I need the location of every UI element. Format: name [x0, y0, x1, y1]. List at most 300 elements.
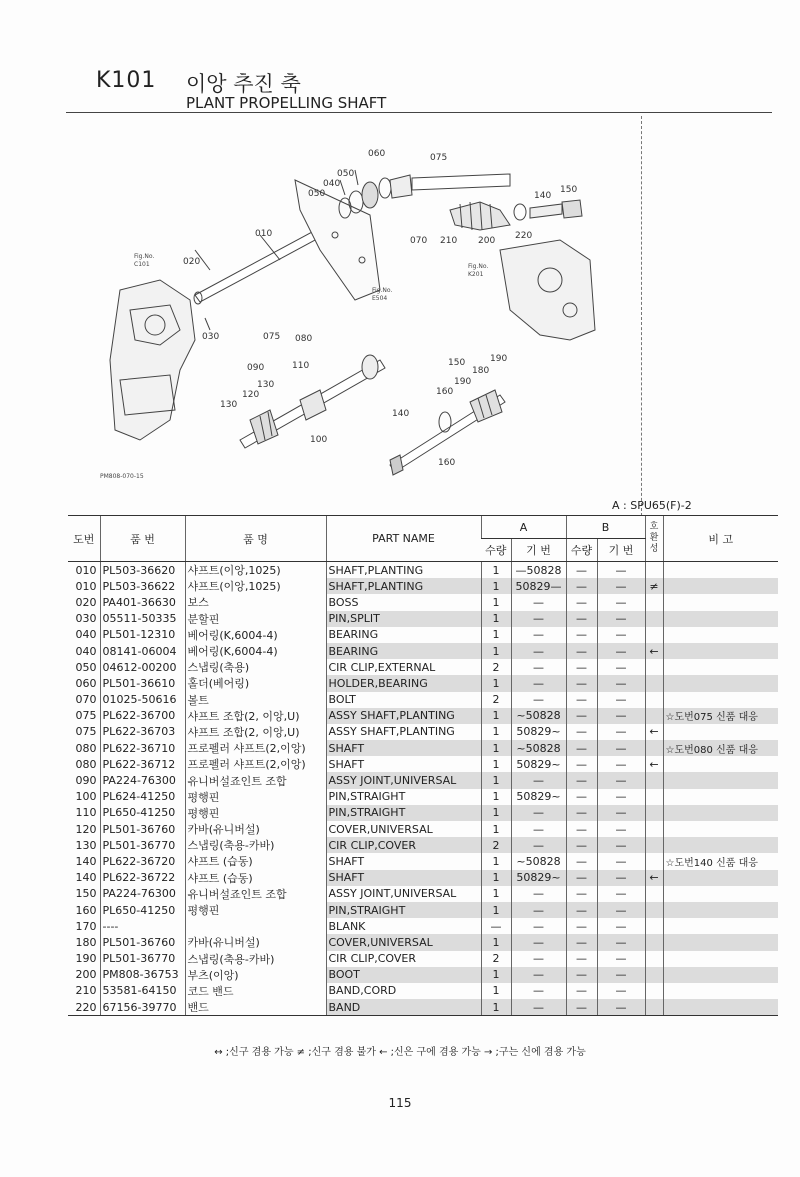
row-qty-b: — [566, 643, 597, 659]
row-no: 120 [75, 822, 97, 836]
table-row [68, 902, 778, 918]
table-row [68, 853, 778, 869]
row-qty-b: — [566, 821, 597, 837]
row-no: 180 [75, 935, 97, 949]
fig-ref-label: Fig.No. [134, 253, 155, 260]
row-compat [645, 805, 663, 821]
row-serial-a: — [511, 627, 566, 643]
col-header-compat: 호환성 [645, 516, 663, 562]
table-row [68, 611, 778, 627]
figure-label: 080 [295, 334, 313, 344]
row-qty-a: 1 [481, 708, 511, 724]
row-compat [645, 708, 663, 724]
row-serial-a: — [511, 772, 566, 788]
row-serial-b: — [597, 837, 645, 853]
row-qty-a: 1 [481, 934, 511, 950]
row-serial-a: —50828 [511, 562, 566, 579]
row-remarks [663, 562, 778, 579]
row-serial-b: — [597, 951, 645, 967]
row-part-number: 05511-50335 [100, 611, 185, 627]
row-qty-b: — [566, 918, 597, 934]
row-part-name: PIN,STRAIGHT [326, 789, 481, 805]
table-row [68, 837, 778, 853]
row-qty-b: — [566, 611, 597, 627]
figure-label: 180 [472, 366, 490, 376]
row-remarks [663, 578, 778, 594]
figure-label: 160 [438, 458, 456, 468]
row-qty-b: — [566, 837, 597, 853]
row-part-number: 01025-50616 [100, 692, 185, 708]
row-remarks [663, 870, 778, 886]
row-qty-b: — [566, 951, 597, 967]
row-qty-b: — [566, 692, 597, 708]
row-name-ko: 카바(유니버설) [185, 934, 326, 950]
row-name-ko: 샤프트(이앙,1025) [185, 578, 326, 594]
row-name-ko: 베어링(K,6004-4) [185, 627, 326, 643]
row-serial-b: — [597, 627, 645, 643]
row-part-name: BEARING [326, 627, 481, 643]
row-part-number: PL501-36770 [100, 837, 185, 853]
figure-label: 130 [220, 400, 238, 410]
row-remarks: ☆도번080 신품 대응 [663, 740, 778, 756]
col-header-remarks: 비 고 [663, 516, 778, 562]
row-no: 150 [75, 887, 97, 901]
parts-table-body [68, 562, 778, 1016]
row-qty-b: — [566, 594, 597, 610]
figure-label: 020 [183, 257, 201, 267]
table-row [68, 886, 778, 902]
row-qty-a: 1 [481, 594, 511, 610]
row-serial-a: — [511, 902, 566, 918]
row-part-name: BOSS [326, 594, 481, 610]
row-qty-a: 2 [481, 837, 511, 853]
row-no: 140 [75, 871, 97, 885]
row-serial-a: — [511, 805, 566, 821]
row-qty-a: 1 [481, 967, 511, 983]
row-serial-b: — [597, 594, 645, 610]
row-part-name: COVER,UNIVERSAL [326, 821, 481, 837]
col-header-qty-b: 수량 [566, 539, 597, 562]
row-serial-b: — [597, 886, 645, 902]
row-qty-a: 2 [481, 692, 511, 708]
row-part-number: PA401-36630 [100, 594, 185, 610]
row-compat [645, 562, 663, 579]
row-no: 100 [75, 790, 97, 804]
row-serial-a: — [511, 918, 566, 934]
row-part-name: BLANK [326, 918, 481, 934]
row-name-ko: 평행핀 [185, 805, 326, 821]
row-compat [645, 853, 663, 869]
figure-label: 050 [337, 169, 355, 179]
row-qty-b: — [566, 659, 597, 675]
table-row [68, 934, 778, 950]
row-part-number: PL503-36620 [100, 562, 185, 579]
row-serial-a: ~50828 [511, 853, 566, 869]
figure-label: 200 [478, 236, 496, 246]
row-no: 020 [75, 595, 97, 609]
row-remarks [663, 692, 778, 708]
figure-label: 210 [440, 236, 458, 246]
row-qty-b: — [566, 772, 597, 788]
figure-label: 070 [410, 236, 428, 246]
row-no: 140 [75, 854, 97, 868]
row-serial-a: — [511, 967, 566, 983]
row-part-number: PL622-36710 [100, 740, 185, 756]
table-row [68, 692, 778, 708]
row-qty-b: — [566, 708, 597, 724]
row-part-name: SHAFT,PLANTING [326, 562, 481, 579]
figure-code: PM808-070-15 [100, 473, 144, 480]
row-serial-a: 50829~ [511, 789, 566, 805]
section-title-en: PLANT PROPELLING SHAFT [186, 94, 387, 112]
row-serial-a: — [511, 934, 566, 950]
figure-label: 050 [308, 189, 326, 199]
row-qty-a: 1 [481, 983, 511, 999]
figure-label: 130 [257, 380, 275, 390]
row-name-ko: 평행핀 [185, 902, 326, 918]
row-serial-b: — [597, 562, 645, 579]
figure-label: 220 [515, 231, 533, 241]
row-no: 200 [75, 968, 97, 982]
row-part-number: 53581-64150 [100, 983, 185, 999]
row-no: 030 [75, 612, 97, 626]
figure-label: 040 [323, 179, 341, 189]
row-part-name: CIR CLIP,COVER [326, 951, 481, 967]
figure-label: 060 [368, 149, 386, 159]
row-serial-b: — [597, 853, 645, 869]
col-header-qty-a: 수량 [481, 539, 511, 562]
row-remarks [663, 611, 778, 627]
row-part-name: SHAFT [326, 740, 481, 756]
row-part-number: PL622-36722 [100, 870, 185, 886]
row-name-ko: 카바(유니버설) [185, 821, 326, 837]
row-no: 075 [75, 709, 97, 723]
col-header-group-b: B [566, 516, 645, 539]
row-part-number: PL650-41250 [100, 902, 185, 918]
row-name-ko: 프로펠러 샤프트(2,이앙) [185, 756, 326, 772]
row-no: 040 [75, 628, 97, 642]
row-part-name: COVER,UNIVERSAL [326, 934, 481, 950]
row-remarks [663, 789, 778, 805]
row-no: 210 [75, 984, 97, 998]
parts-table [68, 515, 778, 1016]
row-no: 080 [75, 757, 97, 771]
row-qty-b: — [566, 724, 597, 740]
row-serial-a: — [511, 643, 566, 659]
row-compat: ← [645, 870, 663, 886]
row-serial-a: — [511, 837, 566, 853]
row-serial-a: — [511, 594, 566, 610]
row-serial-b: — [597, 918, 645, 934]
row-part-name: BOOT [326, 967, 481, 983]
row-name-ko: 보스 [185, 594, 326, 610]
row-part-number: PL622-36703 [100, 724, 185, 740]
row-qty-a: 1 [481, 562, 511, 579]
row-no: 160 [75, 903, 97, 917]
row-part-name: HOLDER,BEARING [326, 675, 481, 691]
row-remarks [663, 724, 778, 740]
row-serial-a: ~50828 [511, 708, 566, 724]
row-no: 170 [75, 919, 97, 933]
row-serial-a: 50829— [511, 578, 566, 594]
row-qty-b: — [566, 967, 597, 983]
row-part-number: PL622-36720 [100, 853, 185, 869]
row-serial-a: — [511, 675, 566, 691]
row-part-name: CIR CLIP,COVER [326, 837, 481, 853]
figure-label: 100 [310, 435, 328, 445]
row-name-ko: 유니버설죠인트 조합 [185, 886, 326, 902]
row-qty-b: — [566, 675, 597, 691]
col-header-name-ko: 품 명 [185, 516, 326, 562]
table-row [68, 643, 778, 659]
row-compat [645, 675, 663, 691]
row-remarks [663, 643, 778, 659]
col-header-no: 도번 [68, 516, 100, 562]
row-qty-b: — [566, 562, 597, 579]
row-serial-b: — [597, 740, 645, 756]
row-part-name: SHAFT [326, 756, 481, 772]
table-row [68, 983, 778, 999]
table-row [68, 999, 778, 1016]
row-compat [645, 692, 663, 708]
row-compat [645, 967, 663, 983]
row-qty-b: — [566, 805, 597, 821]
section-title-ko: 이앙 추진 축 [186, 72, 301, 96]
table-row [68, 821, 778, 837]
row-part-name: BAND,CORD [326, 983, 481, 999]
row-name-ko: 샤프트 조합(2, 이앙,U) [185, 708, 326, 724]
table-row [68, 756, 778, 772]
row-serial-b: — [597, 643, 645, 659]
row-part-name: BAND [326, 999, 481, 1016]
row-qty-a: 1 [481, 789, 511, 805]
row-compat [645, 611, 663, 627]
row-part-number: PA224-76300 [100, 772, 185, 788]
row-remarks [663, 983, 778, 999]
row-serial-a: — [511, 821, 566, 837]
row-name-ko: 샤프트(이앙,1025) [185, 562, 326, 579]
row-serial-b: — [597, 675, 645, 691]
row-serial-b: — [597, 789, 645, 805]
row-remarks [663, 999, 778, 1016]
row-remarks [663, 756, 778, 772]
row-compat [645, 934, 663, 950]
row-qty-b: — [566, 902, 597, 918]
table-row [68, 627, 778, 643]
row-serial-b: — [597, 999, 645, 1016]
row-part-number: PL622-36700 [100, 708, 185, 724]
figure-label: 030 [202, 332, 220, 342]
row-part-name: SHAFT [326, 870, 481, 886]
row-compat [645, 594, 663, 610]
row-serial-b: — [597, 611, 645, 627]
row-no: 060 [75, 676, 97, 690]
row-qty-b: — [566, 756, 597, 772]
row-part-name: SHAFT,PLANTING [326, 578, 481, 594]
row-remarks [663, 886, 778, 902]
row-no: 040 [75, 644, 97, 658]
row-no: 130 [75, 838, 97, 852]
col-header-serial-b: 기 번 [597, 539, 645, 562]
row-name-ko: 평행핀 [185, 789, 326, 805]
row-compat [645, 837, 663, 853]
row-part-number: PL624-41250 [100, 789, 185, 805]
row-serial-a: — [511, 951, 566, 967]
figure-label: 090 [247, 363, 265, 373]
row-qty-a: 1 [481, 999, 511, 1016]
row-serial-b: — [597, 934, 645, 950]
row-remarks [663, 594, 778, 610]
row-qty-b: — [566, 999, 597, 1016]
row-serial-b: — [597, 708, 645, 724]
row-serial-a: — [511, 659, 566, 675]
row-part-number: PM808-36753 [100, 967, 185, 983]
row-serial-a: — [511, 611, 566, 627]
row-remarks [663, 902, 778, 918]
model-designation: A : SPU65(F)-2 [612, 499, 692, 512]
row-remarks: ☆도번140 신품 대응 [663, 853, 778, 869]
row-compat [645, 789, 663, 805]
figure-label: 140 [392, 409, 410, 419]
row-qty-a: 1 [481, 724, 511, 740]
row-part-number: ---- [100, 918, 185, 934]
row-qty-a: 1 [481, 886, 511, 902]
row-no: 190 [75, 952, 97, 966]
exploded-parts-diagram [100, 140, 620, 490]
row-serial-b: — [597, 805, 645, 821]
row-serial-b: — [597, 756, 645, 772]
row-compat [645, 627, 663, 643]
row-name-ko: 코드 밴드 [185, 983, 326, 999]
row-qty-a: 1 [481, 627, 511, 643]
row-part-name: SHAFT [326, 853, 481, 869]
row-remarks [663, 805, 778, 821]
row-compat: ← [645, 724, 663, 740]
row-part-name: PIN,STRAIGHT [326, 902, 481, 918]
fig-ref-number: C101 [134, 261, 150, 268]
row-name-ko: 샤프트 (습동) [185, 853, 326, 869]
row-serial-a: 50829~ [511, 870, 566, 886]
row-part-number: PL650-41250 [100, 805, 185, 821]
figure-label: 150 [560, 185, 578, 195]
row-serial-a: ~50828 [511, 740, 566, 756]
row-name-ko: 스냅링(축용-카바) [185, 837, 326, 853]
table-row [68, 870, 778, 886]
page-number: 115 [388, 1096, 412, 1110]
row-remarks [663, 934, 778, 950]
table-row [68, 772, 778, 788]
row-part-name: ASSY JOINT,UNIVERSAL [326, 886, 481, 902]
row-qty-a: 1 [481, 772, 511, 788]
row-compat [645, 659, 663, 675]
table-row [68, 659, 778, 675]
table-row [68, 740, 778, 756]
row-compat [645, 983, 663, 999]
row-serial-b: — [597, 902, 645, 918]
row-compat: ← [645, 756, 663, 772]
row-serial-b: — [597, 578, 645, 594]
row-compat [645, 772, 663, 788]
col-header-part-no: 품 번 [100, 516, 185, 562]
fig-ref-number: K201 [468, 271, 484, 278]
row-part-number: PL503-36622 [100, 578, 185, 594]
row-qty-b: — [566, 934, 597, 950]
row-qty-b: — [566, 578, 597, 594]
row-compat: ← [645, 643, 663, 659]
row-remarks [663, 967, 778, 983]
row-no: 080 [75, 741, 97, 755]
figure-label: 190 [490, 354, 508, 364]
row-qty-a: 1 [481, 870, 511, 886]
row-qty-a: 1 [481, 611, 511, 627]
row-compat [645, 821, 663, 837]
figure-label: 140 [534, 191, 552, 201]
row-part-number: PL501-36760 [100, 934, 185, 950]
row-no: 010 [75, 563, 97, 577]
row-part-name: CIR CLIP,EXTERNAL [326, 659, 481, 675]
row-name-ko: 홀더(베어링) [185, 675, 326, 691]
row-serial-b: — [597, 772, 645, 788]
fig-ref-label: Fig.No. [372, 287, 393, 294]
row-qty-a: 1 [481, 805, 511, 821]
row-part-number: PL501-36760 [100, 821, 185, 837]
row-name-ko: 부츠(이앙) [185, 967, 326, 983]
row-part-name: BEARING [326, 643, 481, 659]
row-part-number: PL501-12310 [100, 627, 185, 643]
row-remarks [663, 951, 778, 967]
table-row [68, 708, 778, 724]
row-compat [645, 999, 663, 1016]
col-header-part-name: PART NAME [326, 516, 481, 562]
table-row [68, 578, 778, 594]
row-part-number: PL501-36770 [100, 951, 185, 967]
row-no: 050 [75, 660, 97, 674]
row-serial-b: — [597, 983, 645, 999]
table-row [68, 951, 778, 967]
figure-label: 160 [436, 387, 454, 397]
row-name-ko: 스냅링(축용) [185, 659, 326, 675]
row-qty-a: 1 [481, 643, 511, 659]
table-row [68, 967, 778, 983]
row-compat [645, 918, 663, 934]
row-compat: ≠ [645, 578, 663, 594]
row-qty-a: 1 [481, 821, 511, 837]
row-serial-a: — [511, 999, 566, 1016]
table-row [68, 789, 778, 805]
row-qty-a: 1 [481, 740, 511, 756]
row-serial-a: 50829~ [511, 724, 566, 740]
table-row [68, 724, 778, 740]
figure-label: 120 [242, 390, 260, 400]
row-remarks [663, 772, 778, 788]
row-qty-b: — [566, 886, 597, 902]
row-part-name: ASSY SHAFT,PLANTING [326, 724, 481, 740]
row-no: 110 [75, 806, 97, 820]
row-part-number: PL501-36610 [100, 675, 185, 691]
figure-label: 075 [430, 153, 448, 163]
row-part-name: PIN,SPLIT [326, 611, 481, 627]
fig-ref-label: Fig.No. [468, 263, 489, 270]
row-qty-a: 1 [481, 578, 511, 594]
row-compat [645, 740, 663, 756]
row-name-ko: 밴드 [185, 999, 326, 1016]
row-part-number: PL622-36712 [100, 756, 185, 772]
table-row [68, 805, 778, 821]
row-part-name: ASSY SHAFT,PLANTING [326, 708, 481, 724]
row-part-name: ASSY JOINT,UNIVERSAL [326, 772, 481, 788]
row-compat [645, 886, 663, 902]
row-no: 070 [75, 693, 97, 707]
